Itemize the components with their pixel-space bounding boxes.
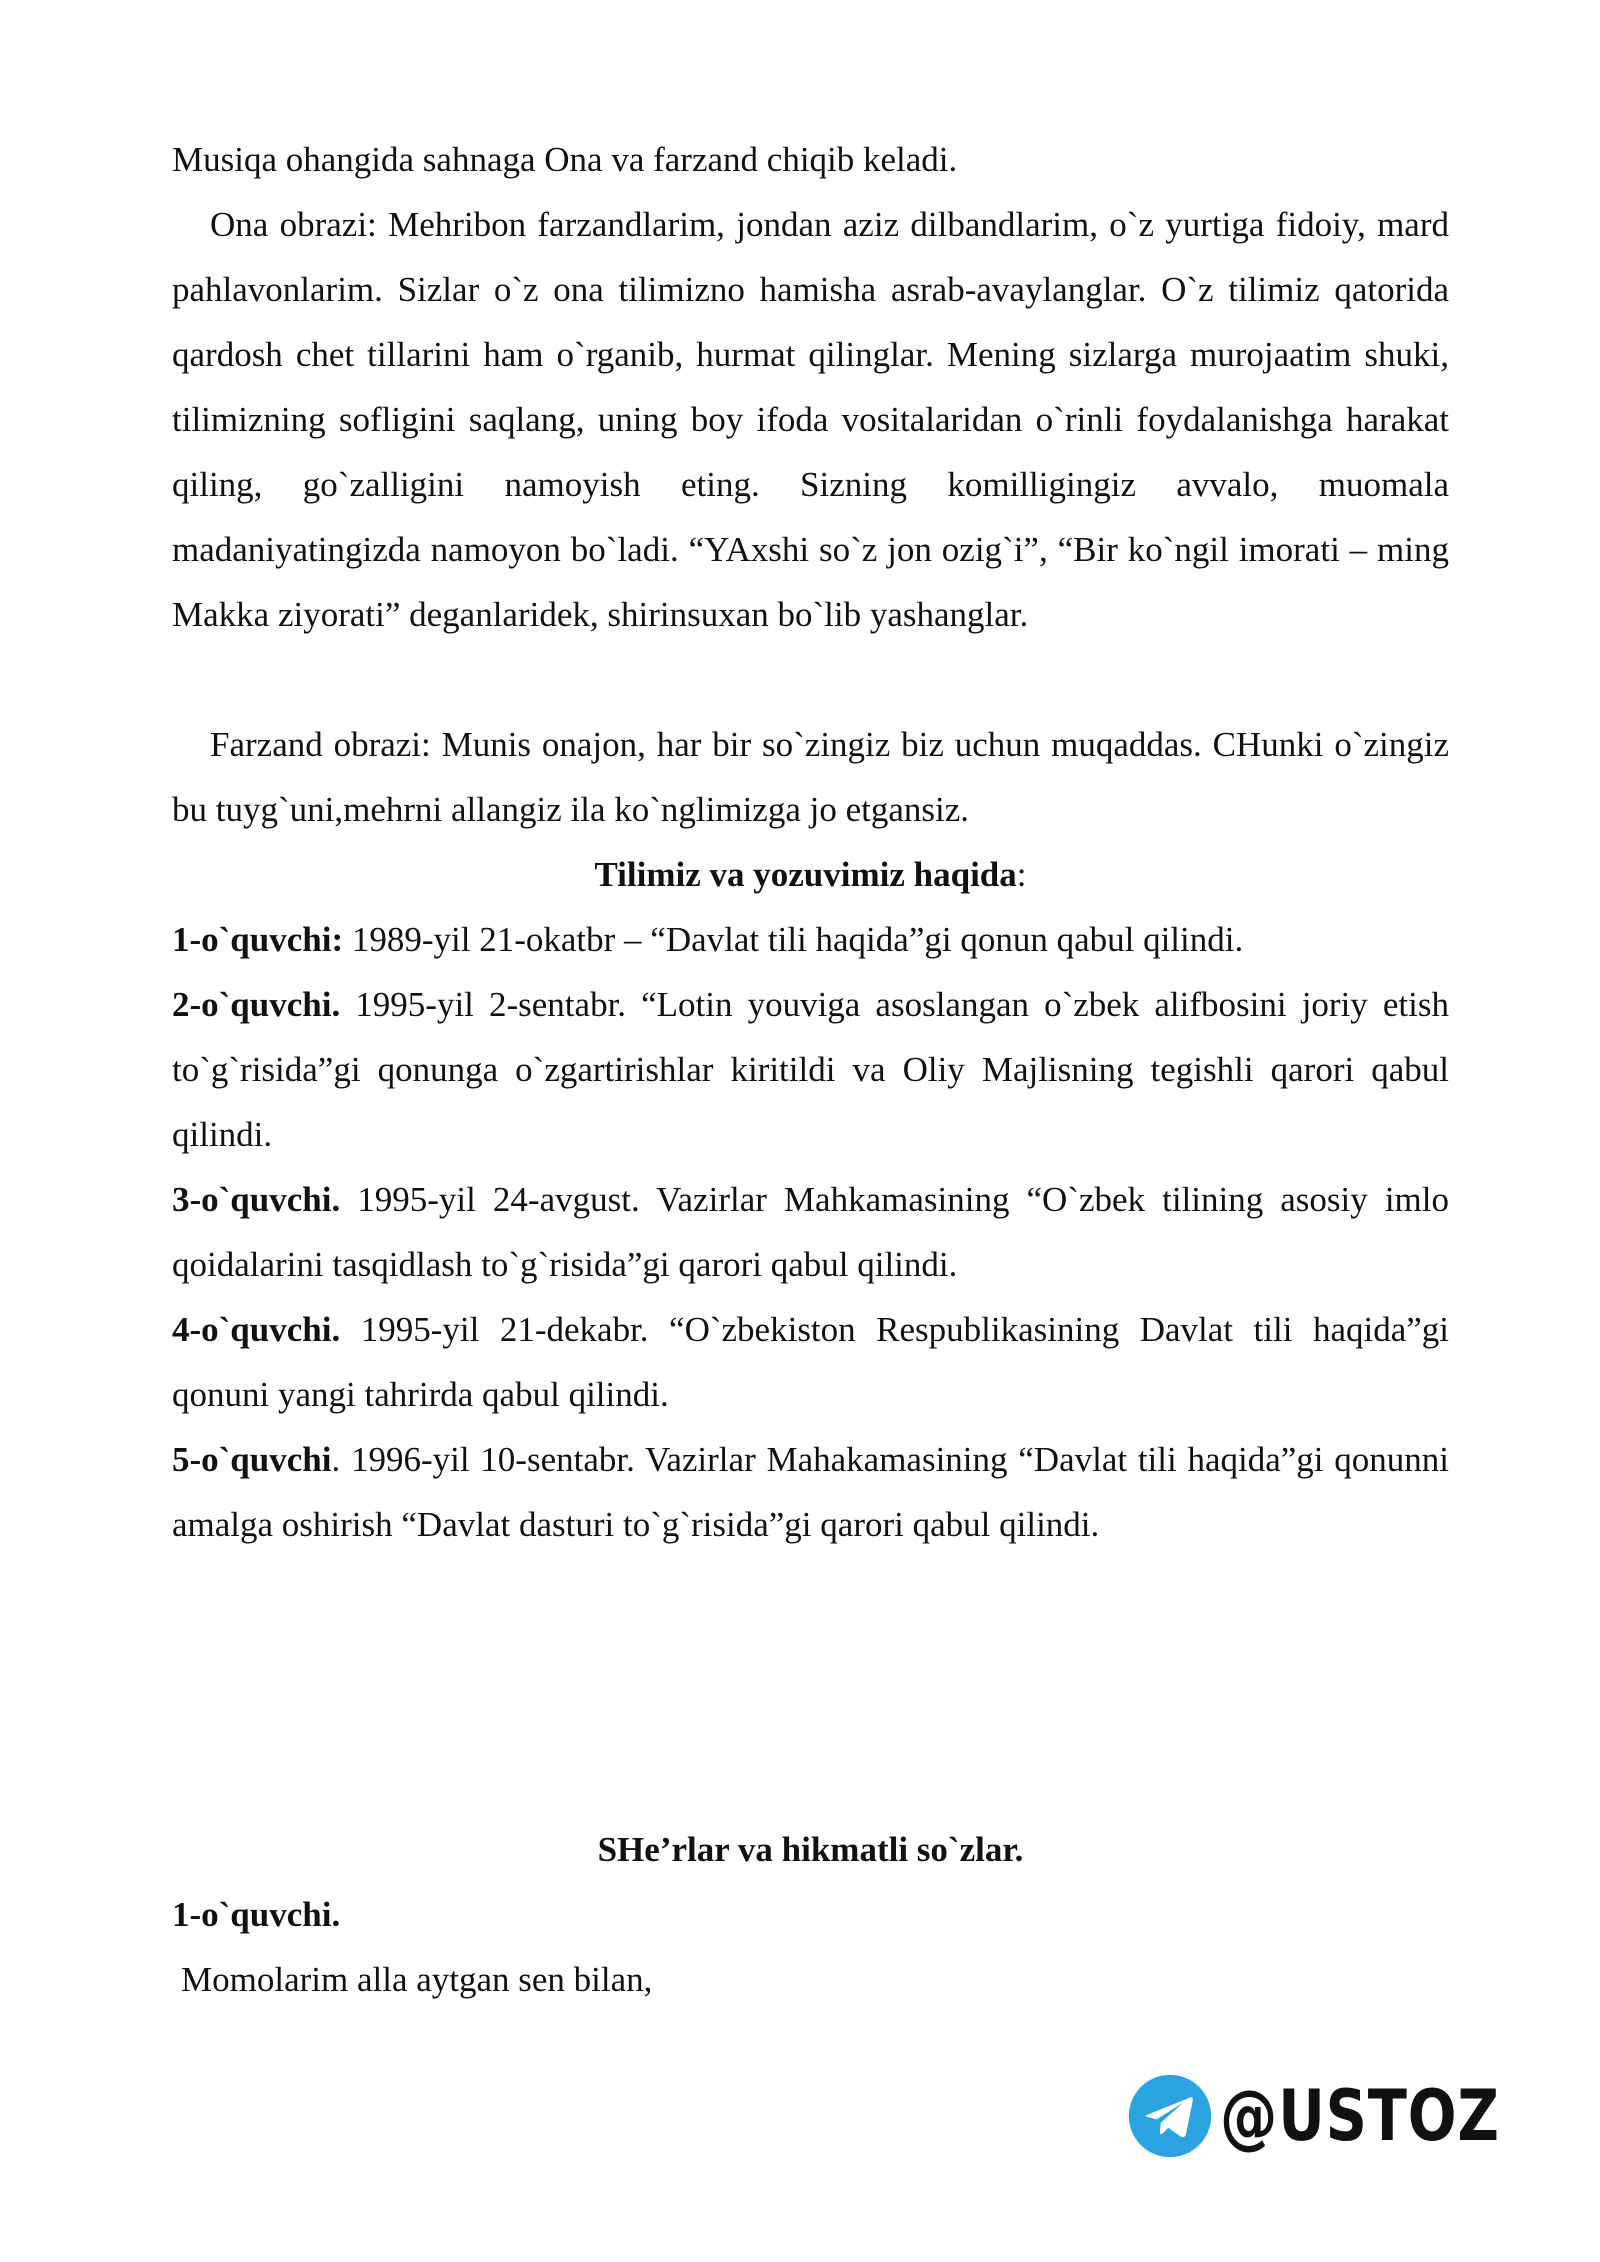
paragraph-gap	[172, 1622, 1449, 1687]
student-item-4	[172, 1297, 1449, 1427]
student-item-5	[172, 1427, 1449, 1557]
watermark-logo	[1128, 2074, 1561, 2158]
student-item-1	[172, 907, 1449, 972]
student-text: . 1996-yil 10-sentabr. Vazirlar Mahakamasining “Davlat tili haqida”gi qonunni amalga oshirish “Davlat dasturi to`g`risida”gi qarori qabul qilindi.	[172, 1440, 1449, 1544]
document-body	[172, 127, 1449, 2012]
paragraph-gap	[172, 647, 1449, 712]
section-heading-poems: SHe’rlar va hikmatli so`zlar.	[597, 1830, 1024, 1869]
heading-language-text: Tilimiz va yozuvimiz haqida	[594, 855, 1017, 894]
student-item-3	[172, 1167, 1449, 1297]
student-text: 1989-yil 21-okatbr – “Davlat tili haqida”gi qonun qabul qilindi.	[343, 920, 1244, 959]
child-speech: Farzand obrazi: Munis onajon, har bir so`zingiz biz uchun muqaddas. CHunki o`zingiz bu tuyg`uni,mehrni allangiz ila ko`nglimizga jo etgansiz.	[172, 725, 1449, 829]
student-label: 3-o`quvchi.	[172, 1180, 341, 1219]
paragraph-gap	[172, 1557, 1449, 1622]
student-label: 5-o`quvchi	[172, 1440, 332, 1479]
intro-paragraph: Musiqa ohangida sahnaga Ona va farzand chiqib keladi.	[172, 140, 958, 179]
student-label: 4-o`quvchi.	[172, 1310, 341, 1349]
paragraph-gap	[172, 1687, 1449, 1752]
heading-colon: :	[1016, 855, 1027, 894]
student-label: 1-o`quvchi:	[172, 920, 344, 959]
student-text: 1995-yil 21-dekabr. “O`zbekiston Respublikasining Davlat tili haqida”gi qonuni yangi tahrirda qabul qilindi.	[172, 1310, 1449, 1414]
mother-speech: Ona obrazi: Mehribon farzandlarim, jondan aziz dilbandlarim, o`z yurtiga fidoiy, mard pahlavonlarim. Sizlar o`z ona tilimizno hamisha asrab-avaylanglar. O`z tilimiz qatorida qardosh chet tillarini ham o`rganib, hurmat qilinglar. Mening sizlarga murojaatim shuki, tilimizning sofligini saqlang, uning boy ifoda vositalaridan o`rinli foydalanishga harakat qiling, go`zalligini namoyish eting. Sizning komilligingiz avvalo, muomala madaniyatingizda namoyon bo`ladi. “YAxshi so`z jon ozig`i”, “Bir ko`ngil imorati – ming Makka ziyorati” deganlaridek, shirinsuxan bo`lib yashanglar.	[172, 205, 1449, 634]
poem-line: Momolarim alla aytgan sen bilan,	[181, 1960, 653, 1999]
section-heading-language	[172, 842, 1449, 907]
telegram-icon	[1128, 2074, 1212, 2158]
student-label: 2-o`quvchi.	[172, 985, 341, 1024]
paragraph-gap	[172, 1752, 1449, 1817]
student-item-2	[172, 972, 1449, 1167]
student-text: 1995-yil 24-avgust. Vazirlar Mahkamasining “O`zbek tilining asosiy imlo qoidalarini tasqidlash to`g`risida”gi qarori qabul qilindi.	[172, 1180, 1449, 1284]
poem-student-label: 1-o`quvchi.	[172, 1895, 341, 1934]
student-text: 1995-yil 2-sentabr. “Lotin youviga asoslangan o`zbek alifbosini joriy etish to`g`risida”gi qonunga o`zgartirishlar kiritildi va Oliy Majlisning tegishli qarori qabul qilindi.	[172, 985, 1449, 1154]
watermark-text: @USTOZ	[1220, 2075, 1500, 2157]
